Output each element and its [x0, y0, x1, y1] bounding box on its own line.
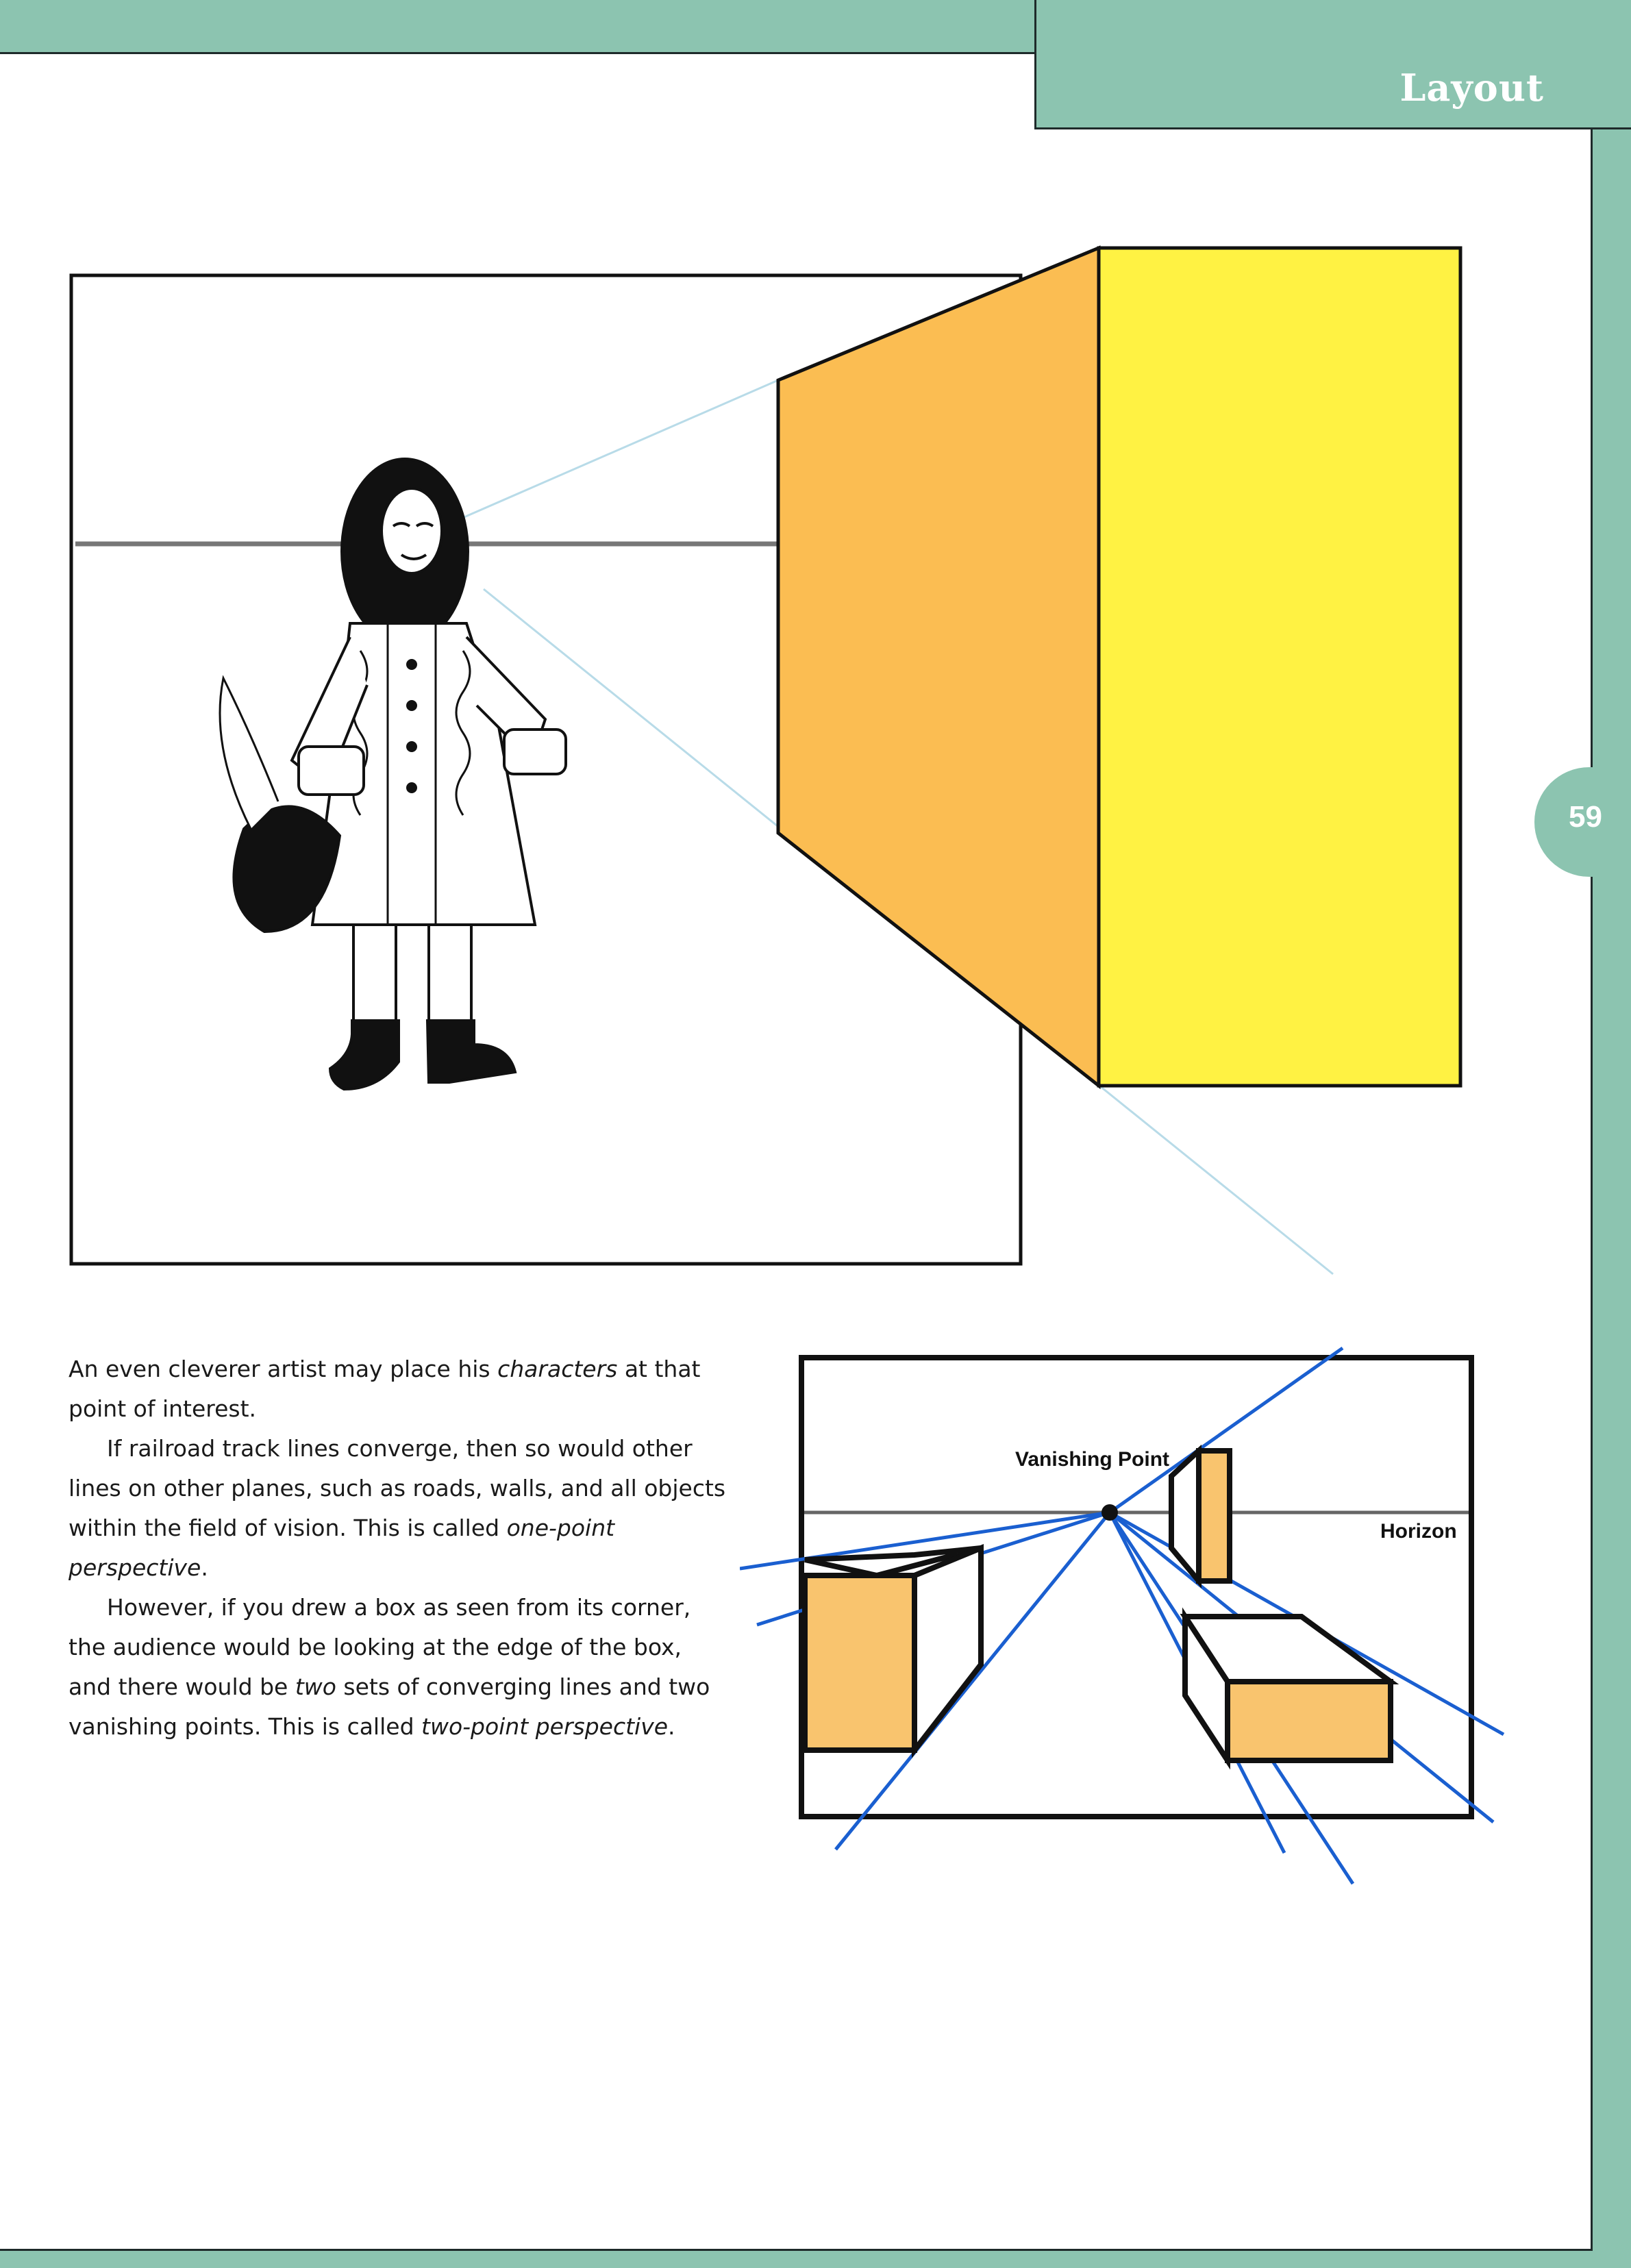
p1-text-b: at that point of interest. — [69, 1356, 701, 1422]
page-number: 59 — [1569, 800, 1602, 834]
paragraph-2 — [69, 1429, 726, 1588]
p3-text-b: sets of converging lines and two vanishing points. This is called — [69, 1673, 710, 1740]
box-side-face — [778, 248, 1099, 1086]
p3-text-a: However, if you drew a box as seen from its corner, the audience would be looking at the edge of the box, and there would be — [69, 1594, 691, 1700]
panel-front — [1199, 1451, 1230, 1581]
p1-emphasis: characters — [497, 1356, 618, 1382]
header-tab — [1034, 0, 1631, 129]
body-text — [69, 1349, 726, 1747]
p3-emphasis-2: two-point perspective — [421, 1713, 669, 1740]
p1-text-a: An even cleverer artist may place his — [69, 1356, 498, 1382]
p3-text-c: . — [668, 1713, 675, 1740]
perspective-illustration — [66, 240, 1470, 1281]
one-point-perspective-diagram — [740, 1343, 1521, 1891]
baroque-character-drawing — [220, 459, 566, 1089]
vanishing-point-label: Vanishing Point — [1015, 1448, 1170, 1471]
paragraph-3 — [69, 1588, 726, 1747]
right-box-front — [1228, 1682, 1391, 1760]
section-title: Layout — [1399, 66, 1544, 110]
left-box-front — [805, 1575, 914, 1750]
p2-text-b: . — [201, 1554, 208, 1581]
box-front-face — [1099, 248, 1460, 1086]
vanishing-point-dot — [1101, 1504, 1118, 1521]
p2-emphasis: one-point perspective — [69, 1515, 615, 1581]
paragraph-1 — [69, 1349, 726, 1429]
sight-line-top — [456, 380, 778, 521]
p3-emphasis-1: two — [295, 1673, 336, 1700]
horizon-label: Horizon — [1380, 1520, 1457, 1543]
p2-text-a: If railroad track lines converge, then so would other lines on other planes, such as roads, walls, and all objects within the field of vision. This is called — [69, 1435, 726, 1541]
